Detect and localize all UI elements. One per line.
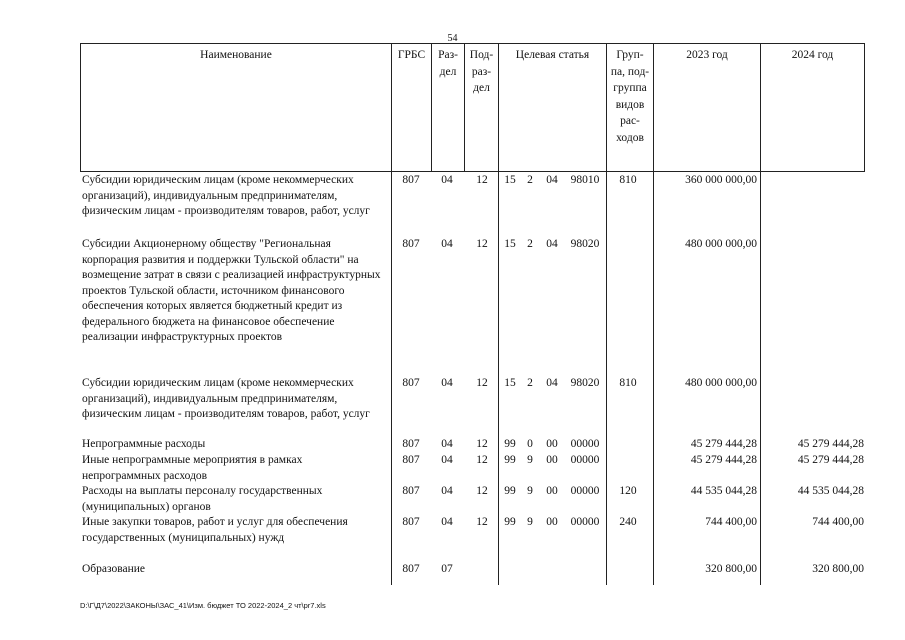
cell-t1: 99	[504, 485, 516, 497]
cell-t2: 0	[527, 438, 533, 450]
cell-podrazdel: 12	[476, 516, 488, 528]
file-path-footer: D:\Г\Д7\2022\ЗАКОНЫ\ЗАС_41\Изм. бюджет ТО 2022-2024_2 чт\pr7.xls	[80, 601, 326, 610]
cell-t1: 99	[504, 454, 516, 466]
cell-t4: 00000	[570, 485, 600, 497]
cell-group: 120	[619, 485, 637, 497]
header-grbs: ГРБС	[391, 44, 431, 171]
column-divider	[498, 170, 499, 585]
cell-t3: 00	[546, 516, 558, 528]
cell-t3: 04	[546, 238, 558, 250]
column-divider	[391, 170, 392, 585]
page-number: 54	[447, 33, 458, 44]
cell-t1: 99	[504, 438, 516, 450]
cell-t1: 99	[504, 516, 516, 528]
cell-t2: 2	[527, 238, 533, 250]
cell-y2024: 45 279 444,28	[797, 438, 864, 450]
cell-t3: 04	[546, 377, 558, 389]
cell-t4: 00000	[570, 516, 600, 528]
header-group: Груп- па, под- группа видов рас- ходов	[606, 44, 653, 171]
cell-y2023: 45 279 444,28	[690, 438, 757, 450]
cell-y2023: 44 535 044,28	[690, 485, 757, 497]
cell-name: Образование	[82, 563, 146, 575]
column-divider	[760, 170, 761, 585]
header-razdel: Раз- дел	[431, 44, 464, 171]
cell-t2: 9	[527, 516, 533, 528]
cell-name: Иные непрограммные мероприятия в рамках непрограммных расходов	[82, 454, 303, 482]
cell-t2: 2	[527, 377, 533, 389]
cell-y2023: 360 000 000,00	[685, 174, 757, 186]
cell-podrazdel: 12	[476, 438, 488, 450]
cell-t2: 9	[527, 454, 533, 466]
cell-grbs: 807	[402, 516, 420, 528]
column-divider	[606, 170, 607, 585]
cell-y2023: 480 000 000,00	[685, 238, 757, 250]
cell-t3: 04	[546, 174, 558, 186]
cell-t4: 00000	[570, 454, 600, 466]
cell-grbs: 807	[402, 438, 420, 450]
cell-y2023: 480 000 000,00	[685, 377, 757, 389]
column-divider	[653, 170, 654, 585]
cell-name: Расходы на выплаты персоналу государственных (муниципальных) органов	[82, 485, 323, 513]
cell-razdel: 04	[441, 377, 453, 389]
cell-razdel: 04	[441, 438, 453, 450]
cell-group: 810	[619, 174, 637, 186]
cell-t2: 9	[527, 485, 533, 497]
cell-t3: 00	[546, 438, 558, 450]
cell-t3: 00	[546, 454, 558, 466]
cell-podrazdel: 12	[476, 377, 488, 389]
cell-grbs: 807	[402, 454, 420, 466]
cell-grbs: 807	[402, 563, 420, 575]
cell-t1: 15	[504, 174, 516, 186]
cell-t4: 98020	[570, 238, 600, 250]
cell-razdel: 04	[441, 516, 453, 528]
cell-y2023: 320 800,00	[705, 563, 757, 575]
cell-y2024: 45 279 444,28	[797, 454, 864, 466]
cell-t2: 2	[527, 174, 533, 186]
cell-podrazdel: 12	[476, 485, 488, 497]
cell-name: Субсидии юридическим лицам (кроме некоммерческих организаций), индивидуальным предпринимателям, физическим лицам - производителям товаров, работ, услуг	[82, 174, 370, 217]
cell-group: 810	[619, 377, 637, 389]
cell-grbs: 807	[402, 377, 420, 389]
cell-y2024: 744 400,00	[812, 516, 864, 528]
cell-podrazdel: 12	[476, 454, 488, 466]
header-podrazdel: Под- раз- дел	[464, 44, 498, 171]
header-name: Наименование	[80, 44, 391, 171]
cell-grbs: 807	[402, 174, 420, 186]
cell-y2023: 45 279 444,28	[690, 454, 757, 466]
cell-t1: 15	[504, 377, 516, 389]
header-2024: 2024 год	[760, 44, 865, 171]
header-target: Целевая статья	[498, 44, 606, 171]
cell-razdel: 04	[441, 485, 453, 497]
cell-y2023: 744 400,00	[705, 516, 757, 528]
cell-podrazdel: 12	[476, 238, 488, 250]
cell-name: Иные закупки товаров, работ и услуг для обеспечения государственных (муниципальных) нужд	[82, 516, 348, 544]
cell-t3: 00	[546, 485, 558, 497]
cell-t4: 00000	[570, 438, 600, 450]
cell-name: Субсидии Акционерному обществу "Региональная корпорация развития и поддержки Тульской области" на возмещение затрат в связи с реализацией инфраструктурных проектов Тульской области, источником финансового обеспечения которых является бюджетный кредит из федерального бюджета на финансовое обеспечение реализации инфраструктурных проектов	[82, 238, 381, 343]
cell-razdel: 07	[441, 563, 453, 575]
cell-name: Непрограммные расходы	[82, 438, 206, 450]
cell-t4: 98010	[570, 174, 600, 186]
cell-group: 240	[619, 516, 637, 528]
cell-razdel: 04	[441, 238, 453, 250]
cell-podrazdel: 12	[476, 174, 488, 186]
table-header	[80, 43, 865, 172]
cell-razdel: 04	[441, 454, 453, 466]
header-2023: 2023 год	[653, 44, 760, 171]
cell-y2024: 44 535 044,28	[797, 485, 864, 497]
cell-t4: 98020	[570, 377, 600, 389]
cell-name: Субсидии юридическим лицам (кроме некоммерческих организаций), индивидуальным предпринимателям, физическим лицам - производителям товаров, работ, услуг	[82, 377, 370, 420]
cell-grbs: 807	[402, 485, 420, 497]
cell-t1: 15	[504, 238, 516, 250]
cell-y2024: 320 800,00	[812, 563, 864, 575]
cell-grbs: 807	[402, 238, 420, 250]
cell-razdel: 04	[441, 174, 453, 186]
